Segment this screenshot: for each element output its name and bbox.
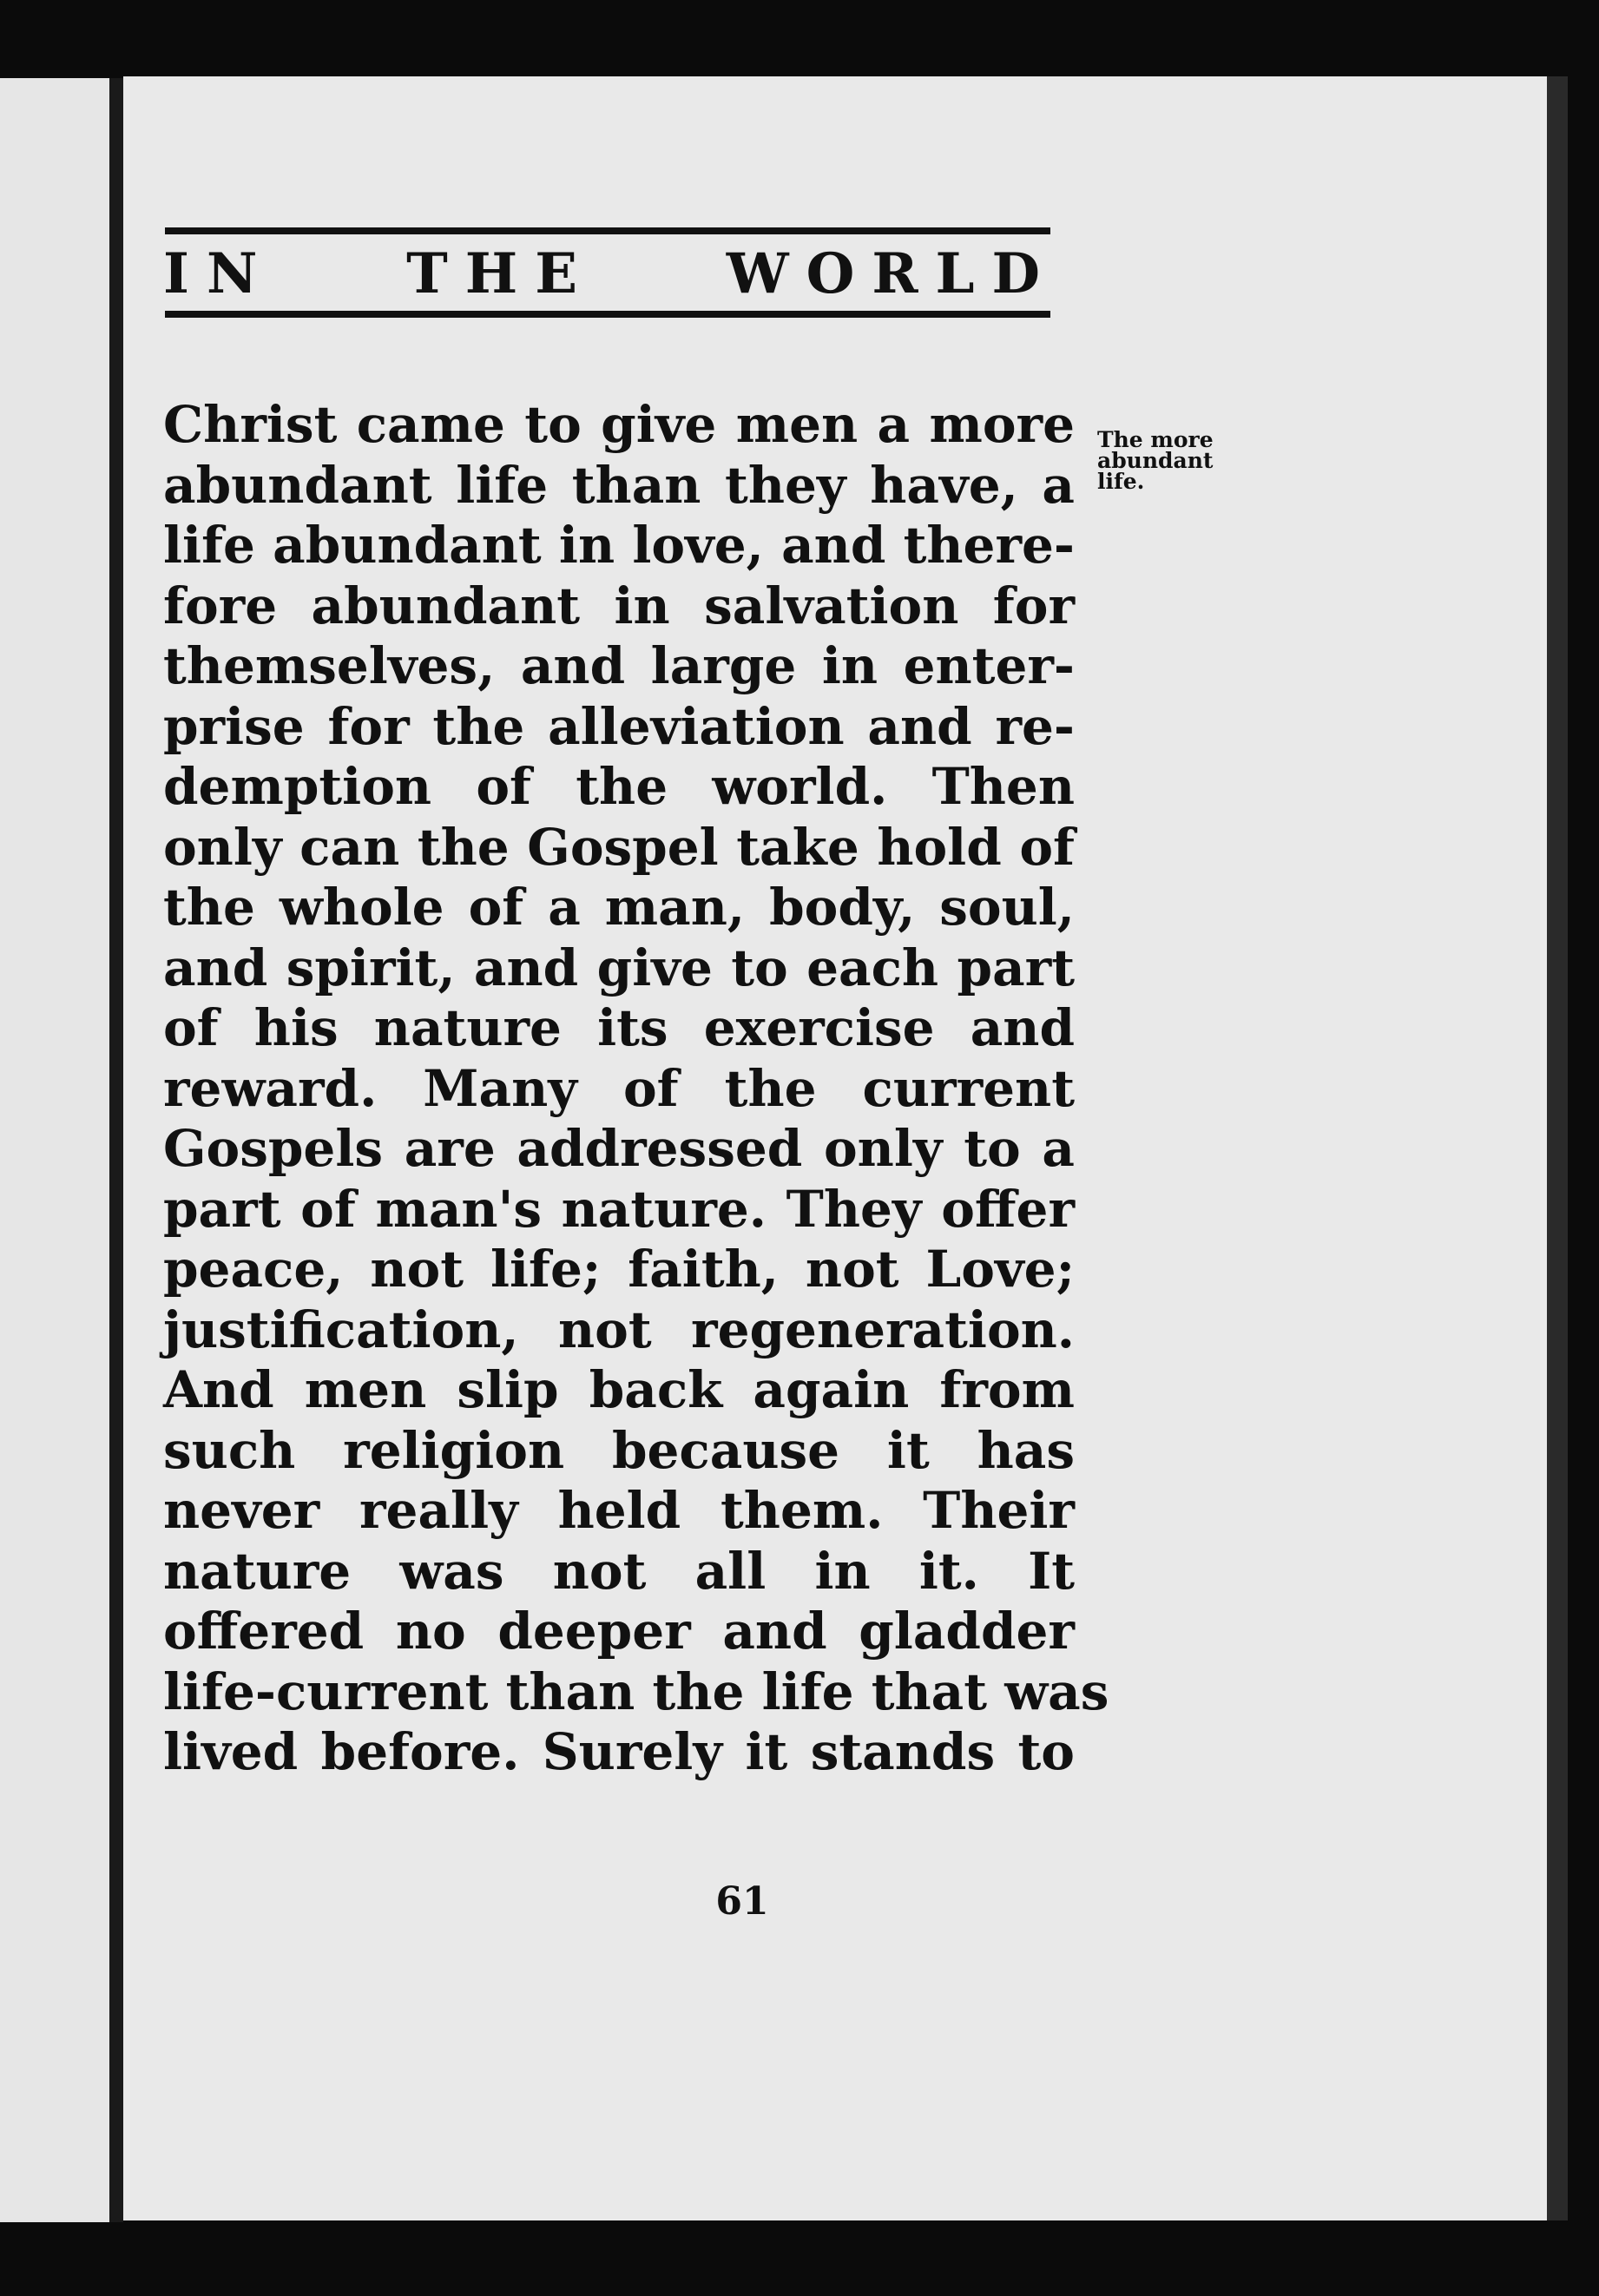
running-head-word: IN [163,240,275,306]
text-line: peace, not life; faith, not Love; [163,1240,1075,1299]
margin-note-line: The more [1097,427,1214,452]
book-gutter [109,78,123,2222]
text-line: and spirit, and give to each part [163,937,1075,997]
margin-note-line: life. [1097,469,1145,494]
header-rule-bottom [165,311,1050,318]
text-line: Christ came to give men a more [163,395,1075,454]
page-number: 61 [715,1879,769,1924]
text-line: reward. Many of the current [163,1058,1075,1118]
text-line: lived before. Surely it stands to [163,1722,1075,1781]
text-line: of his nature its exercise and [163,998,1075,1057]
running-head-word: WORLD [726,240,1057,306]
text-line: themselves, and large in enter- [163,636,1075,695]
text-line: And men slip back again from [163,1360,1075,1419]
running-head [163,240,1057,306]
text-line: offered no deeper and gladder [163,1602,1075,1661]
margin-note [1097,427,1271,494]
text-line: only can the Gospel take hold of [163,817,1075,877]
text-line: abundant life than they have, a [163,455,1075,515]
margin-note-line: abundant [1097,448,1214,473]
text-line: nature was not all in it. It [163,1541,1075,1601]
text-line: Gospels are addressed only to a [163,1119,1075,1178]
text-line: part of man's nature. They offer [163,1179,1075,1239]
running-head-word: THE [406,240,595,306]
body-paragraph [163,395,1109,1783]
text-line: demption of the world. Then [163,757,1075,816]
facing-page-edge [0,78,111,2222]
text-line: life abundant in love, and there- [163,516,1075,575]
header-rule-top [165,227,1050,234]
text-line: prise for the alleviation and re- [163,696,1075,756]
text-line: never really held them. Their [163,1481,1075,1540]
text-line: life-current than the life that was [163,1661,1109,1721]
text-line: the whole of a man, body, soul, [163,878,1075,937]
text-line: fore abundant in salvation for [163,576,1075,635]
text-line: justification, not regeneration. [163,1299,1075,1359]
text-line: such religion because it has [163,1420,1075,1480]
page-edge-shadow [1547,76,1568,2220]
